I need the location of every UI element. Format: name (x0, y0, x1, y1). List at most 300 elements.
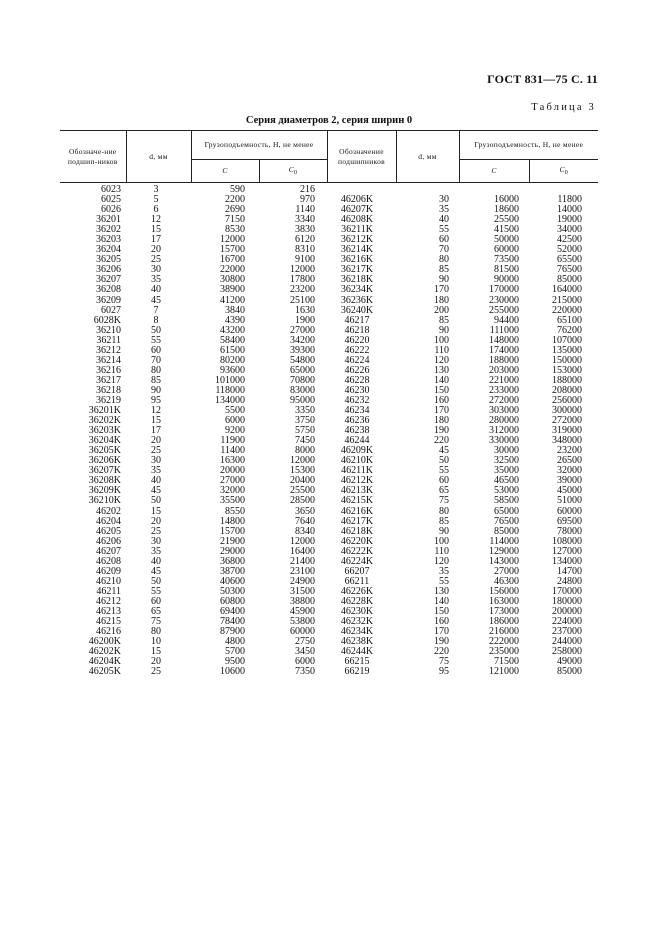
table-title: Серия диаметров 2, серия ширин 0 (245, 115, 413, 126)
cell-load-c-left: 36800 (220, 555, 245, 567)
cell-designation-left: 36212 (96, 344, 121, 356)
cell-designation-right: 46208K (340, 214, 374, 226)
cell-designation-left: 46209 (96, 565, 121, 577)
cell-d-right: 60 (439, 234, 449, 246)
cell-designation-left: 36203K (88, 425, 121, 437)
cell-d-right: 55 (439, 575, 449, 587)
cell-load-c-left: 14800 (220, 515, 245, 527)
cell-designation-right: 46236 (344, 415, 370, 427)
cell-load-c0-left: 3830 (295, 224, 315, 236)
cell-load-c0-right: 107000 (552, 334, 582, 346)
cell-designation-left: 36204 (96, 244, 121, 256)
cell-designation-right: 46211K (341, 465, 373, 477)
cell-load-c0-left: 970 (300, 194, 315, 206)
cell-load-c-left: 2690 (225, 204, 245, 216)
cell-load-c-right: 148000 (489, 334, 519, 346)
cell-designation-right: 46238K (340, 636, 374, 648)
cell-load-c0-left: 3650 (295, 505, 315, 517)
cell-designation-left: 46207 (96, 545, 121, 557)
cell-load-c-right: 221000 (489, 374, 519, 386)
cell-designation-left: 46204K (88, 656, 121, 668)
cell-load-c0-left: 12000 (290, 264, 315, 276)
cell-load-c0-right: 19000 (557, 214, 582, 226)
cell-d-left: 6 (153, 204, 159, 216)
cell-designation-right: 46230 (344, 384, 370, 396)
cell-d-right: 55 (439, 465, 449, 477)
cell-d-left: 35 (151, 545, 161, 557)
cell-load-c-left: 43200 (220, 324, 245, 336)
cell-d-right: 120 (434, 555, 449, 567)
cell-load-c0-left: 95000 (290, 394, 315, 406)
cell-load-c-right: 35000 (494, 465, 519, 477)
cell-d-right: 110 (434, 545, 449, 557)
cell-d-right: 85 (439, 264, 449, 276)
cell-load-c0-right: 39000 (557, 475, 582, 487)
cell-load-c-left: 16700 (220, 254, 245, 266)
cell-d-right: 160 (434, 394, 449, 406)
cell-designation-left: 36205 (96, 254, 121, 266)
cell-load-c0-right: 108000 (552, 535, 582, 547)
cell-load-c-right: 41500 (494, 224, 519, 236)
cell-load-c-right: 16000 (494, 194, 519, 206)
cell-d-right: 170 (434, 626, 449, 638)
cell-designation-right: 46220 (344, 334, 370, 346)
cell-load-c0-right: 78000 (557, 525, 582, 537)
cell-load-c0-left: 21400 (290, 555, 315, 567)
cell-d-right: 140 (434, 595, 449, 607)
cell-designation-right: 36217K (340, 264, 374, 276)
cell-d-right: 160 (434, 616, 449, 628)
cell-designation-left: 46213 (96, 605, 121, 617)
cell-load-c-right: 163000 (489, 595, 519, 607)
cell-designation-right: 46213K (340, 485, 374, 497)
cell-load-c0-left: 25500 (290, 485, 315, 497)
cell-d-right: 130 (434, 364, 449, 376)
cell-designation-left: 46208 (96, 555, 121, 567)
table-row (60, 496, 598, 506)
cell-d-right: 65 (439, 485, 449, 497)
cell-designation-left: 46205 (96, 525, 121, 537)
cell-load-c-left: 69400 (220, 605, 245, 617)
cell-d-right: 130 (434, 585, 449, 597)
cell-load-c0-left: 3340 (295, 214, 315, 226)
cell-designation-left: 36207 (96, 274, 121, 286)
cell-designation-left: 36210K (88, 495, 121, 507)
cell-load-c0-right: 170000 (552, 585, 582, 597)
cell-d-right: 80 (439, 505, 449, 517)
cell-load-c-left: 12000 (220, 234, 245, 246)
cell-designation-right: 46209K (340, 445, 374, 457)
cell-load-c-left: 27000 (220, 475, 245, 487)
cell-load-c-right: 303000 (489, 405, 519, 417)
cell-load-c0-right: 164000 (552, 284, 582, 296)
cell-designation-right: 66215 (344, 656, 370, 668)
cell-designation-left: 46206 (96, 535, 121, 547)
cell-load-c-right: 174000 (489, 344, 519, 356)
cell-designation-right: 46224K (340, 555, 374, 567)
cell-d-left: 8 (153, 314, 159, 326)
cell-designation-left: 36201 (96, 214, 121, 226)
cell-designation-left: 36218 (96, 384, 121, 396)
cell-load-c-left: 118000 (215, 384, 245, 396)
cell-load-c-left: 101000 (215, 374, 245, 386)
cell-load-c0-right: 76500 (557, 264, 582, 276)
cell-load-c0-left: 15300 (290, 465, 315, 477)
cell-designation-right: 36211K (341, 224, 373, 236)
cell-d-left: 35 (151, 465, 161, 477)
cell-designation-right: 46224 (344, 354, 370, 366)
cell-load-c-right: 58500 (494, 495, 519, 507)
cell-designation-left: 6023 (101, 184, 121, 195)
col-header-designation-left: Обозначе-ние подшип-ников (60, 131, 126, 183)
cell-load-c-left: 8530 (225, 224, 245, 236)
cell-load-c-right: 85000 (494, 525, 519, 537)
cell-d-right: 180 (434, 415, 449, 427)
cell-load-c-right: 50000 (494, 234, 519, 246)
cell-designation-right: 36234K (340, 284, 374, 296)
cell-load-c0-right: 180000 (552, 595, 582, 607)
cell-load-c0-right: 224000 (552, 616, 582, 628)
cell-load-c-right: 32500 (494, 455, 519, 467)
cell-designation-left: 46210 (96, 575, 121, 587)
cell-designation-right: 46222K (340, 545, 374, 557)
cell-d-left: 30 (151, 264, 161, 276)
cell-d-right: 75 (439, 656, 449, 668)
cell-designation-left: 46202K (88, 646, 121, 658)
cell-designation-right: 46212K (340, 475, 374, 487)
cell-designation-right: 46215K (340, 495, 374, 507)
col-header-designation-right: Обозначение подшипников (327, 131, 396, 183)
col-header-load-right: Грузоподъемность, Н, не менее (459, 131, 598, 160)
cell-load-c0-right: 52000 (557, 244, 582, 256)
cell-d-left: 45 (151, 294, 161, 306)
cell-load-c0-right: 14700 (557, 565, 582, 577)
cell-load-c0-left: 65000 (290, 364, 315, 376)
cell-load-c0-right: 215000 (552, 294, 582, 306)
cell-load-c-right: 129000 (489, 545, 519, 557)
cell-designation-right: 46230K (340, 605, 374, 617)
cell-d-right: 55 (439, 224, 449, 236)
cell-load-c0-left: 16400 (290, 545, 315, 557)
cell-designation-right: 66211 (344, 575, 370, 587)
cell-load-c0-right: 244000 (552, 636, 582, 648)
cell-d-right: 190 (434, 425, 449, 437)
cell-d-left: 60 (151, 595, 161, 607)
cell-load-c0-left: 23100 (290, 565, 315, 577)
cell-load-c0-right: 34000 (557, 224, 582, 236)
cell-load-c-left: 11400 (220, 445, 245, 457)
cell-load-c0-right: 258000 (552, 646, 582, 658)
cell-load-c-right: 186000 (489, 616, 519, 628)
cell-load-c-left: 29000 (220, 545, 245, 557)
cell-load-c0-left: 7450 (295, 435, 315, 447)
cell-load-c-left: 8550 (225, 505, 245, 517)
cell-designation-right: 36216K (340, 254, 374, 266)
page-header: ГОСТ 831—75 С. 11 (487, 72, 598, 86)
cell-d-left: 7 (153, 304, 159, 316)
cell-d-left: 25 (151, 525, 161, 537)
cell-designation-left: 6026 (101, 204, 121, 216)
cell-d-left: 50 (151, 324, 161, 336)
cell-load-c-left: 30800 (220, 274, 245, 286)
cell-load-c0-right: 348000 (552, 435, 582, 447)
table-row (60, 285, 598, 295)
cell-load-c-left: 3840 (225, 304, 245, 316)
cell-load-c-right: 73500 (494, 254, 519, 266)
cell-d-left: 30 (151, 455, 161, 467)
cell-designation-left: 36206K (88, 455, 121, 467)
cell-designation-left: 36202 (96, 224, 121, 236)
bearing-load-table (60, 130, 598, 677)
cell-load-c0-left: 31500 (290, 585, 315, 597)
cell-designation-left: 36207K (88, 465, 121, 477)
cell-d-left: 50 (151, 495, 161, 507)
cell-load-c-left: 38900 (220, 284, 245, 296)
cell-load-c0-right: 60000 (557, 505, 582, 517)
cell-load-c0-right: 153000 (552, 364, 582, 376)
cell-designation-right: 46217K (340, 515, 374, 527)
cell-designation-right: 46217 (344, 314, 370, 326)
cell-d-right: 180 (434, 294, 449, 306)
cell-load-c0-left: 3450 (295, 646, 315, 658)
cell-load-c-right: 46300 (494, 575, 519, 587)
cell-d-right: 190 (434, 636, 449, 648)
cell-d-right: 150 (434, 384, 449, 396)
cell-load-c-left: 93600 (220, 364, 245, 376)
cell-load-c-left: 32000 (220, 485, 245, 497)
cell-load-c-right: 330000 (489, 435, 519, 447)
cell-designation-left: 36209 (96, 294, 121, 306)
cell-d-left: 50 (151, 575, 161, 587)
cell-designation-left: 36209K (88, 485, 121, 497)
cell-load-c0-left: 7640 (295, 515, 315, 527)
cell-load-c0-right: 69500 (557, 515, 582, 527)
cell-d-right: 45 (439, 445, 449, 457)
cell-d-left: 75 (151, 616, 161, 628)
cell-designation-left: 36210 (96, 324, 121, 336)
cell-load-c-left: 16300 (220, 455, 245, 467)
cell-d-left: 40 (151, 555, 161, 567)
cell-d-left: 70 (151, 354, 161, 366)
cell-load-c0-right: 200000 (552, 605, 582, 617)
cell-load-c0-left: 3350 (295, 405, 315, 417)
cell-load-c0-left: 2750 (295, 636, 315, 648)
cell-load-c-right: 114000 (489, 535, 519, 547)
cell-load-c0-left: 8340 (295, 525, 315, 537)
cell-load-c0-right: 220000 (552, 304, 582, 316)
cell-d-left: 35 (151, 274, 161, 286)
cell-load-c0-left: 9100 (295, 254, 315, 266)
cell-load-c0-left: 54800 (290, 354, 315, 366)
cell-load-c0-left: 28500 (290, 495, 315, 507)
cell-d-left: 25 (151, 666, 161, 678)
cell-load-c-right: 111000 (489, 324, 519, 336)
cell-designation-right: 46222 (344, 344, 370, 356)
cell-load-c0-right: 51000 (557, 495, 582, 507)
table-label: Таблица 3 (531, 102, 596, 113)
cell-d-left: 15 (151, 505, 161, 517)
cell-load-c-right: 143000 (489, 555, 519, 567)
cell-load-c-left: 4800 (225, 636, 245, 648)
cell-load-c-left: 15700 (220, 244, 245, 256)
cell-designation-left: 36219 (96, 394, 121, 406)
cell-load-c0-right: 85000 (557, 666, 582, 678)
cell-load-c0-left: 83000 (290, 384, 315, 396)
cell-d-right: 200 (434, 304, 449, 316)
cell-load-c0-right: 237000 (552, 626, 582, 638)
cell-designation-right: 46226K (340, 585, 374, 597)
cell-load-c-right: 94400 (494, 314, 519, 326)
cell-designation-right: 46210K (340, 455, 374, 467)
cell-d-left: 20 (151, 244, 161, 256)
cell-load-c0-right: 134000 (552, 555, 582, 567)
cell-load-c0-right: 49000 (557, 656, 582, 668)
cell-load-c-left: 61500 (220, 344, 245, 356)
cell-d-right: 220 (434, 646, 449, 658)
cell-d-left: 80 (151, 626, 161, 638)
cell-designation-left: 46202 (96, 505, 121, 517)
cell-d-left: 60 (151, 344, 161, 356)
cell-d-left: 30 (151, 535, 161, 547)
cell-designation-right: 46207K (340, 204, 374, 216)
cell-load-c0-left: 12000 (290, 535, 315, 547)
cell-load-c-left: 35500 (220, 495, 245, 507)
cell-load-c-right: 255000 (489, 304, 519, 316)
cell-d-left: 40 (151, 475, 161, 487)
cell-load-c-right: 156000 (489, 585, 519, 597)
cell-load-c-left: 134000 (215, 394, 245, 406)
cell-load-c0-left: 34200 (290, 334, 315, 346)
cell-d-left: 20 (151, 435, 161, 447)
cell-d-left: 45 (151, 565, 161, 577)
cell-load-c0-left: 8000 (295, 445, 315, 457)
cell-load-c-left: 4390 (225, 314, 245, 326)
cell-d-right: 220 (434, 435, 449, 447)
cell-designation-left: 6027 (101, 304, 121, 316)
cell-load-c0-right: 150000 (552, 354, 582, 366)
cell-designation-right: 46216K (340, 505, 374, 517)
cell-d-left: 12 (151, 214, 161, 226)
cell-load-c-right: 173000 (489, 605, 519, 617)
cell-load-c-right: 25500 (494, 214, 519, 226)
cell-load-c0-right: 45000 (557, 485, 582, 497)
cell-d-left: 3 (153, 184, 159, 195)
cell-d-right: 80 (439, 254, 449, 266)
cell-d-right: 170 (434, 284, 449, 296)
cell-designation-left: 36202K (88, 415, 121, 427)
cell-load-c0-left: 1630 (295, 304, 315, 316)
cell-load-c0-right: 85000 (557, 274, 582, 286)
cell-designation-right: 46244K (340, 646, 374, 658)
col-header-c-left: C (191, 160, 259, 183)
cell-d-right: 100 (434, 334, 449, 346)
cell-load-c0-right: 23200 (557, 445, 582, 457)
cell-load-c0-left: 60000 (290, 626, 315, 638)
cell-load-c0-left: 216 (300, 184, 315, 195)
cell-load-c-left: 78400 (220, 616, 245, 628)
cell-designation-right: 46238 (344, 425, 370, 437)
cell-load-c0-left: 6000 (295, 656, 315, 668)
cell-load-c0-right: 65500 (557, 254, 582, 266)
cell-load-c-right: 76500 (494, 515, 519, 527)
cell-d-left: 90 (151, 384, 161, 396)
cell-load-c0-left: 12000 (290, 455, 315, 467)
cell-load-c-right: 27000 (494, 565, 519, 577)
cell-load-c-right: 188000 (489, 354, 519, 366)
col-header-d-right: d, мм (396, 131, 459, 183)
cell-load-c-right: 90000 (494, 274, 519, 286)
cell-load-c0-left: 24900 (290, 575, 315, 587)
cell-d-right: 85 (439, 515, 449, 527)
cell-load-c0-right: 26500 (557, 455, 582, 467)
cell-load-c-right: 216000 (489, 626, 519, 638)
cell-d-right: 50 (439, 455, 449, 467)
cell-designation-right: 66207 (344, 565, 370, 577)
cell-d-right: 110 (434, 344, 449, 356)
cell-d-left: 85 (151, 374, 161, 386)
cell-load-c-left: 5500 (225, 405, 245, 417)
cell-load-c-right: 222000 (489, 636, 519, 648)
cell-load-c-left: 21900 (220, 535, 245, 547)
cell-d-right: 70 (439, 244, 449, 256)
cell-d-right: 170 (434, 405, 449, 417)
cell-load-c0-left: 45900 (290, 605, 315, 617)
cell-designation-left: 36206 (96, 264, 121, 276)
cell-load-c-left: 50300 (220, 585, 245, 597)
cell-designation-left: 36204K (88, 435, 121, 447)
cell-load-c0-left: 20400 (290, 475, 315, 487)
cell-load-c-left: 590 (230, 184, 245, 195)
cell-designation-left: 6025 (101, 194, 121, 206)
cell-load-c-left: 2200 (225, 194, 245, 206)
cell-d-right: 90 (439, 274, 449, 286)
cell-load-c0-right: 272000 (552, 415, 582, 427)
cell-designation-right: 36212K (340, 234, 374, 246)
cell-d-right: 85 (439, 314, 449, 326)
cell-load-c0-right: 42500 (557, 234, 582, 246)
table-row (60, 667, 598, 677)
col-header-c-right: C (459, 160, 529, 183)
cell-load-c0-left: 1900 (295, 314, 315, 326)
cell-load-c0-right: 135000 (552, 344, 582, 356)
cell-d-right: 75 (439, 495, 449, 507)
cell-load-c0-left: 1140 (295, 204, 315, 216)
cell-designation-left: 46204 (96, 515, 121, 527)
cell-designation-right: 46232 (344, 394, 370, 406)
cell-designation-left: 36211 (96, 334, 121, 346)
cell-designation-left: 46212 (96, 595, 121, 607)
cell-d-right: 40 (439, 214, 449, 226)
cell-d-left: 25 (151, 445, 161, 457)
cell-load-c0-left: 70800 (290, 374, 315, 386)
cell-load-c-right: 30000 (494, 445, 519, 457)
cell-load-c0-left: 53800 (290, 616, 315, 628)
cell-load-c0-right: 208000 (552, 384, 582, 396)
cell-load-c0-right: 24800 (557, 575, 582, 587)
cell-d-right: 30 (439, 194, 449, 206)
cell-load-c-left: 6000 (225, 415, 245, 427)
col-header-c0-right: $C_0$ (529, 160, 598, 183)
cell-load-c-right: 233000 (489, 384, 519, 396)
cell-load-c-left: 5700 (225, 646, 245, 658)
cell-d-left: 55 (151, 334, 161, 346)
cell-d-left: 15 (151, 646, 161, 658)
cell-load-c0-right: 32000 (557, 465, 582, 477)
cell-designation-right: 36214K (340, 244, 374, 256)
cell-load-c-right: 18600 (494, 204, 519, 216)
cell-load-c0-left: 3750 (295, 415, 315, 427)
cell-load-c-left: 41200 (220, 294, 245, 306)
